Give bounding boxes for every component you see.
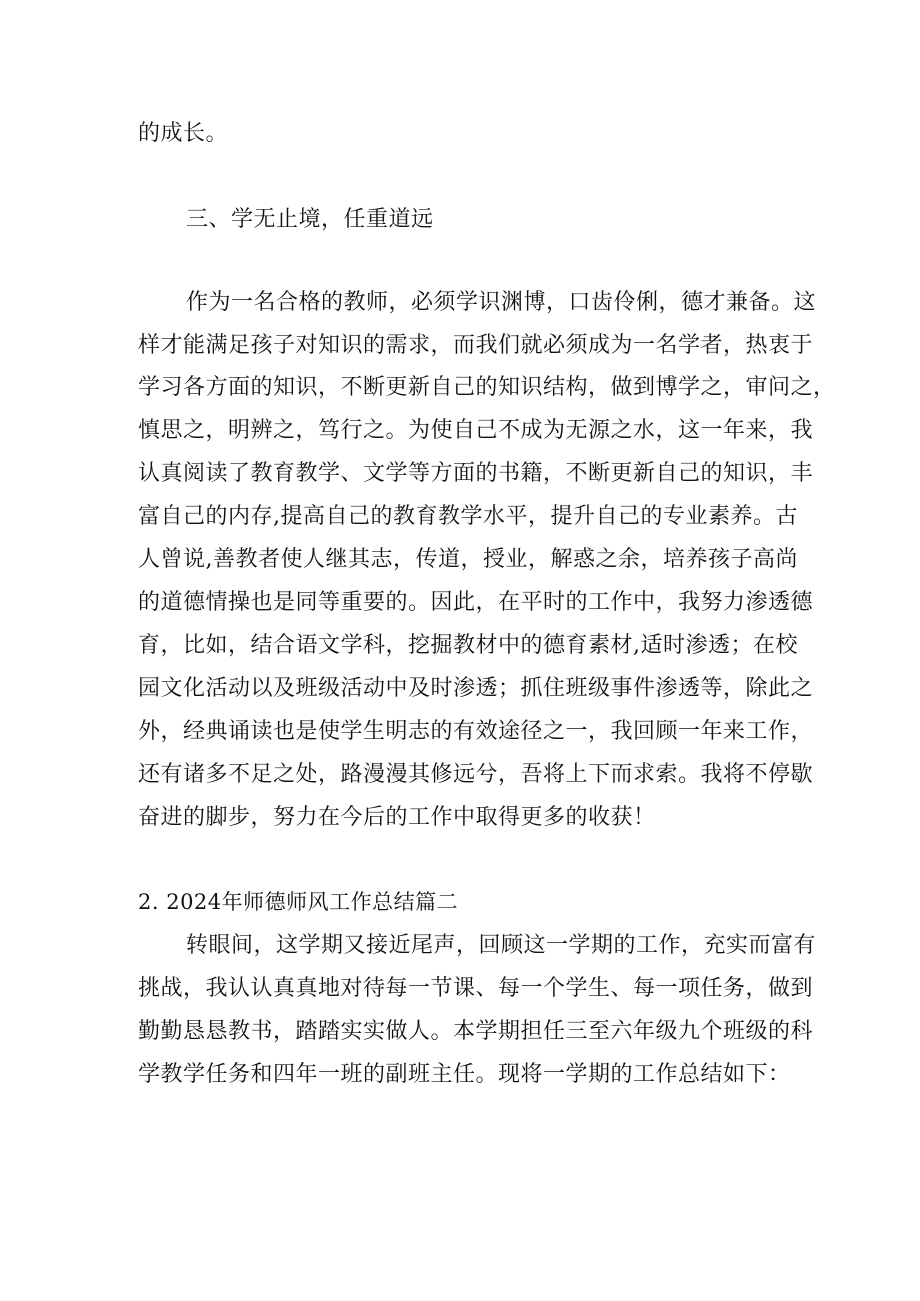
paragraph-line: 转眼间，这学期又接近尾声，回顾这一学期的工作，充实而富有 <box>186 933 817 958</box>
paragraph-line: 挑战，我认认真真地对待每一节课、每一个学生、每一项任务，做到 <box>138 976 814 1001</box>
paragraph-line: 人曾说,善教者使人继其志，传道，授业，解惑之余，培养孩子高尚 <box>138 547 798 572</box>
paragraph-line: 外，经典诵读也是使学生明志的有效途径之一，我回顾一年来工作， <box>138 719 814 744</box>
section-heading: 三、学无止境，任重道远 <box>186 207 434 232</box>
paragraph-line: 园文化活动以及班级活动中及时渗透；抓住班级事件渗透等，除此之 <box>138 676 814 701</box>
paragraph-line: 慎思之，明辨之，笃行之。为使自己不成为无源之水，这一年来，我 <box>138 418 814 443</box>
paragraph-fragment-end: 的成长。 <box>138 121 229 146</box>
paragraph-line: 育，比如，结合语文学科，挖掘教材中的德育素材,适时渗透；在校 <box>138 633 798 658</box>
paragraph-line: 富自己的内存,提高自己的教育教学水平，提升自己的专业素养。古 <box>138 504 798 529</box>
paragraph-line: 奋进的脚步，努力在今后的工作中取得更多的收获！ <box>138 805 656 830</box>
paragraph-line: 的道德情操也是同等重要的。因此，在平时的工作中，我努力渗透德 <box>138 590 814 615</box>
paragraph-line: 认真阅读了教育教学、文学等方面的书籍，不断更新自己的知识，丰 <box>138 461 814 486</box>
paragraph-line: 学习各方面的知识，不断更新自己的知识结构，做到博学之，审问之， <box>138 375 836 400</box>
paragraph-line: 还有诸多不足之处，路漫漫其修远兮，吾将上下而求索。我将不停歇 <box>138 762 814 787</box>
paragraph-line: 作为一名合格的教师，必须学识渊博，口齿伶俐，德才兼备。这 <box>186 290 817 315</box>
paragraph-line: 学教学任务和四年一班的副班主任。现将一学期的工作总结如下： <box>138 1062 791 1087</box>
paragraph-line: 勤勤恳恳教书，踏踏实实做人。本学期担任三至六年级九个班级的科 <box>138 1019 814 1044</box>
paragraph-line: 样才能满足孩子对知识的需求，而我们就必须成为一名学者，热衷于 <box>138 333 814 358</box>
article-title: 2. 2024年师德师风工作总结篇二 <box>138 890 459 914</box>
